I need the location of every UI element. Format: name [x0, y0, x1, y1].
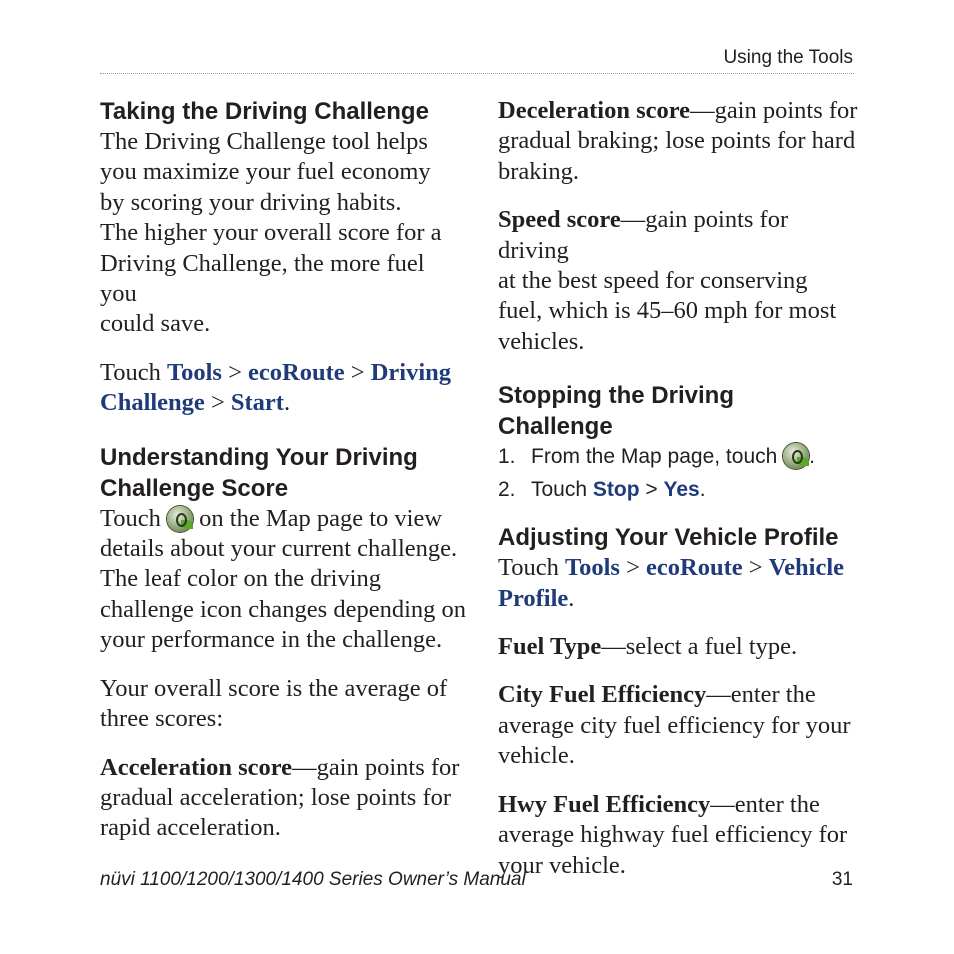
- acceleration-score-term: Acceleration score: [100, 753, 293, 781]
- heading-line: Challenge: [498, 413, 613, 441]
- text-line: The higher your overall score for a: [100, 219, 442, 247]
- step-text: From the Map page, touch: [531, 445, 778, 469]
- heading-line: Challenge Score: [100, 474, 289, 502]
- menu-path-ecoroute: ecoRoute: [248, 358, 345, 386]
- menu-path-stop: Stop: [592, 478, 640, 502]
- score-paragraph: [100, 504, 466, 656]
- fuel-type-term: Fuel Type: [498, 633, 602, 661]
- text-line: braking.: [498, 157, 579, 185]
- average-paragraph: [100, 674, 466, 735]
- heading-taking-driving-challenge: Taking the Driving Challenge: [100, 98, 429, 125]
- text-line: gradual braking; lose points for hard: [498, 127, 856, 155]
- page-number: 31: [831, 869, 853, 890]
- text-line: by scoring your driving habits.: [100, 188, 402, 216]
- text-line: could save.: [100, 310, 211, 338]
- driving-challenge-icon: [783, 443, 809, 469]
- step-2: 2. Touch Stop > Yes.: [498, 472, 858, 508]
- touch-label: Touch: [498, 554, 559, 582]
- right-column: [498, 96, 858, 881]
- menu-path-yes: Yes: [663, 478, 700, 502]
- text-line: gradual acceleration; lose points for: [100, 783, 452, 811]
- deceleration-score-term: Deceleration score: [498, 97, 691, 124]
- text-line: —gain points for: [690, 97, 858, 124]
- text-line: —gain points for driving: [498, 206, 789, 264]
- menu-path-ecoroute: ecoRoute: [646, 554, 743, 582]
- left-column: [100, 96, 466, 844]
- text-line: you maximize your fuel economy: [100, 158, 431, 186]
- text-line: The leaf color on the driving: [100, 565, 381, 593]
- driving-challenge-icon: [167, 506, 193, 532]
- text-line: vehicles.: [498, 327, 585, 355]
- touch-label: Touch: [100, 504, 161, 532]
- text-line: average city fuel efficiency for your: [498, 711, 851, 739]
- path-separator: >: [228, 358, 242, 386]
- step-list: [498, 442, 858, 508]
- heading-understanding-score: [100, 442, 466, 504]
- city-fuel-efficiency-term: City Fuel Efficiency: [498, 681, 707, 709]
- menu-path-driving: Driving: [370, 358, 452, 386]
- deceleration-score-paragraph: [498, 96, 858, 187]
- heading-adjusting-vehicle-profile: Adjusting Your Vehicle Profile: [498, 524, 839, 552]
- text-line: —enter the: [710, 790, 820, 818]
- menu-path-start: Touch Tools > ecoRoute > Driving Challenge > Start.: [100, 358, 452, 417]
- hwy-fuel-efficiency-term: Hwy Fuel Efficiency: [498, 790, 711, 818]
- text-line: The Driving Challenge tool helps: [100, 128, 428, 155]
- text-line: Driving Challenge, the more fuel you: [100, 249, 425, 308]
- menu-path-vehicle-profile: Touch Tools > ecoRoute > Vehicle Profile.: [498, 554, 845, 612]
- speed-score-term: Speed score: [498, 206, 621, 234]
- heading-line: Understanding Your Driving: [100, 443, 418, 471]
- path-separator: >: [210, 389, 225, 417]
- text-line: average highway fuel efficiency for: [498, 821, 848, 849]
- text-line: —enter the: [706, 681, 816, 709]
- step-number: 1.: [498, 445, 516, 469]
- fuel-type-paragraph: [498, 632, 858, 662]
- text-line: on the Map page to view: [193, 504, 443, 532]
- text-line: rapid acceleration.: [100, 814, 281, 842]
- acceleration-score-paragraph: [100, 753, 466, 844]
- running-head: Using the Tools: [723, 47, 853, 68]
- menu-path-tools: Tools: [565, 554, 620, 582]
- menu-path-challenge: Challenge: [100, 389, 205, 417]
- city-fuel-efficiency-paragraph: [498, 680, 858, 771]
- text-line: details about your current challenge.: [100, 535, 458, 563]
- text-line: three scores:: [100, 705, 224, 733]
- text-line: vehicle.: [498, 742, 575, 770]
- text-line: —select a fuel type.: [601, 633, 798, 661]
- text-line: your performance in the challenge.: [100, 626, 443, 654]
- touch-label: Touch: [531, 478, 588, 502]
- heading-stopping-challenge: [498, 380, 858, 442]
- path-separator: >: [350, 358, 365, 386]
- touch-label: Touch: [100, 358, 161, 386]
- text-line: your vehicle.: [498, 851, 626, 879]
- text-line: fuel, which is 45–60 mph for most: [498, 297, 837, 325]
- step-1: 1. From the Map page, touch .: [498, 442, 858, 472]
- step-number: 2.: [498, 478, 516, 502]
- manual-title: nüvi 1100/1200/1300/1400 Series Owner’s Manual: [100, 869, 526, 890]
- header-divider: [100, 73, 854, 74]
- hwy-fuel-efficiency-paragraph: [498, 790, 858, 881]
- menu-path-profile: Profile: [498, 584, 569, 612]
- text-line: —gain points for: [292, 753, 460, 781]
- text-line: at the best speed for conserving: [498, 267, 808, 295]
- menu-path-vehicle: Vehicle: [768, 554, 845, 582]
- menu-path-tools: Tools: [167, 358, 222, 386]
- menu-path-start: Start: [230, 389, 284, 417]
- speed-score-paragraph: [498, 205, 858, 357]
- text-line: Your overall score is the average of: [100, 674, 448, 702]
- intro-paragraph: [100, 127, 466, 340]
- heading-line: Stopping the Driving: [498, 382, 734, 410]
- text-line: challenge icon changes depending on: [100, 595, 467, 623]
